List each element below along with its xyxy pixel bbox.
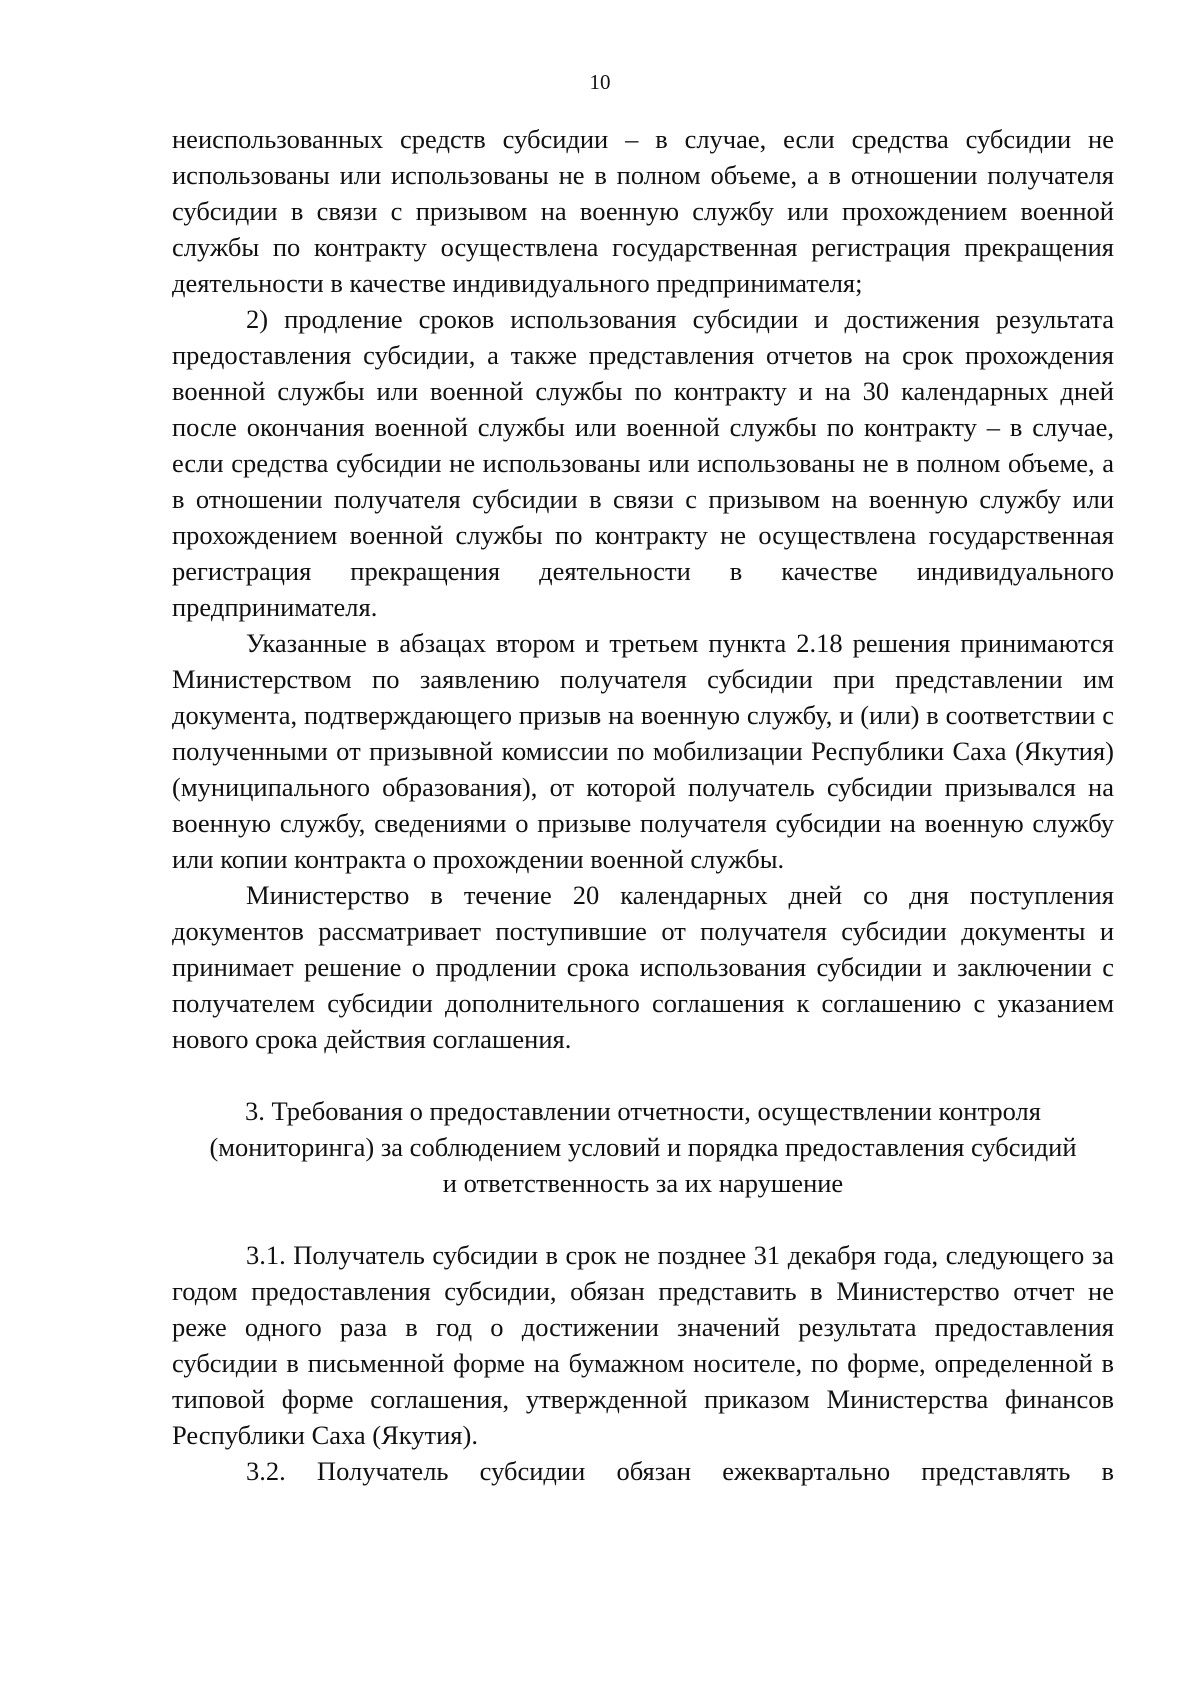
paragraph-ministry-review: Министерство в течение 20 календарных дней со дня поступления документов рассматривает поступившие от получателя субсидии документы и принимает решение о продлении срока использования субсидии и заключении с получателем субсидии дополнительного соглашения к соглашению с указанием нового срока действия соглашения. xyxy=(172,880,1114,1054)
page-number: 10 xyxy=(589,70,611,94)
paragraph-3-2: 3.2. Получатель субсидии обязан ежеквартально представлять в xyxy=(246,1456,1114,1486)
paragraph-continuation: неиспользованных средств субсидии – в случае, если средства субсидии не использованы или использованы не в полном объеме, а в отношении получателя субсидии в связи с призывом на военную службу или прохождением военной службы по контракту осуществлена государственная регистрация прекращения деятельности в качестве индивидуального предпринимателя; xyxy=(172,124,1114,298)
paragraph-decisions: Указанные в абзацах втором и третьем пункта 2.18 решения принимаются Министерством по заявлению получателя субсидии при представлении им документа, подтверждающего призыв на военную службу, и (или) в соответствии с полученными от призывной комиссии по мобилизации Республики Саха (Якутия) (муниципального образования), от которой получатель субсидии призывался на военную службу, сведениями о призыве получателя субсидии на военную службу или копии контракта о прохождении военной службы. xyxy=(172,628,1114,874)
paragraph-3-1: 3.1. Получатель субсидии в срок не позднее 31 декабря года, следующего за годом предоставления субсидии, обязан представить в Министерство отчет не реже одного раза в год о достижении значений результата предоставления субсидии в письменной форме на бумажном носителе, по форме, определенной в типовой форме соглашения, утвержденной приказом Министерства финансов Республики Саха (Якутия). xyxy=(172,1240,1114,1450)
section-heading-line: (мониторинга) за соблюдением условий и порядка предоставления субсидий xyxy=(209,1132,1077,1162)
paragraph-item-2: 2) продление сроков использования субсидии и достижения результата предоставления субсидии, а также представления отчетов на срок прохождения военной службы или военной службы по контракту и на 30 календарных дней после окончания военной службы или военной службы по контракту – в случае, если средства субсидии не использованы или использованы не в полном объеме, а в отношении получателя субсидии в связи с призывом на военную службу или прохождением военной службы по контракту не осуществлена государственная регистрация прекращения деятельности в качестве индивидуального предпринимателя. xyxy=(172,304,1114,622)
document-body xyxy=(172,121,1114,1489)
section-heading-line: 3. Требования о предоставлении отчетности, осуществлении контроля xyxy=(245,1096,1041,1126)
section-heading-line: и ответственность за их нарушение xyxy=(442,1168,844,1198)
section-3-heading xyxy=(172,1093,1114,1201)
